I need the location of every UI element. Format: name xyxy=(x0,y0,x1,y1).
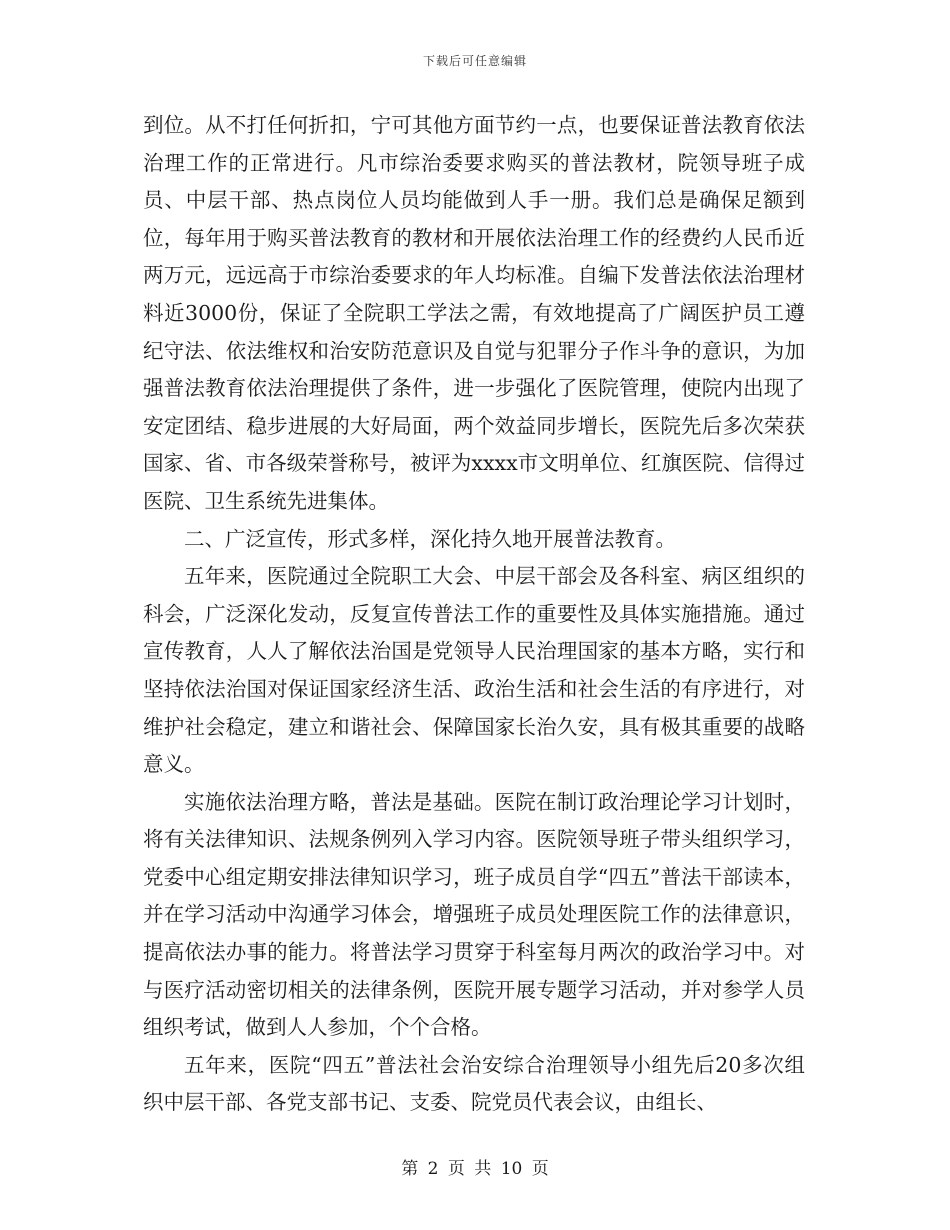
paragraph: 实施依法治理方略，普法是基础。医院在制订政治理论学习计划时，将有关法律知识、法规条例列入学习内容。医院领导班子带头组织学习，党委中心组定期安排法律知识学习，班子成员自学“四五”普法干部读本，并在学习活动中沟通学习体会，增强班子成员处理医院工作的法律意识，提高依法办事的能力。将普法学习贯穿于科室每月两次的政治学习中。对与医疗活动密切相关的法律条例，医院开展专题学习活动，并对参学人员组织考试，做到人人参加，个个合格。 xyxy=(143,789,805,1040)
page-number: 第 2 页 共 10 页 xyxy=(401,1159,549,1179)
paragraph: 五年来，医院“四五”普法社会治安综合治理领导小组先后20多次组织中层干部、各党支部书记、支委、院党员代表会议，由组长、 xyxy=(143,1052,805,1115)
section-heading: 二、广泛宣传，形式多样，深化持久地开展普法教育。 xyxy=(184,526,676,551)
page-header: 下载后可任意编辑 xyxy=(422,54,527,68)
paragraph-continuation: 到位。从不打任何折扣，宁可其他方面节约一点，也要保证普法教育依法治理工作的正常进行。凡市综治委要求购买的普法教材，院领导班子成员、中层干部、热点岗位人员均能做到人手一册。我们总是确保足额到位，每年用于购买普法教育的教材和开展依法治理工作的经费约人民币近两万元，远远高于市综治委要求的年人均标准。自编下发普法依法治理材料近3000份，保证了全院职工学法之需，有效地提高了广阔医护员工遵纪守法、依法维权和治安防范意识及自觉与犯罪分子作斗争的意识，为加强普法教育依法治理提供了条件，进一步强化了医院管理，使院内出现了安定团结、稳步进展的大好局面，两个效益同步增长，医院先后多次荣获国家、省、市各级荣誉称号，被评为xxxx市文明单位、红旗医院、信得过医院、卫生系统先进集体。 xyxy=(143,113,805,513)
document-body xyxy=(143,107,805,1122)
paragraph: 五年来，医院通过全院职工大会、中层干部会及各科室、病区组织的科会，广泛深化发动，反复宣传普法工作的重要性及具体实施措施。通过宣传教育，人人了解依法治国是党领导人民治理国家的基本方略，实行和坚持依法治国对保证国家经济生活、政治生活和社会生活的有序进行，对维护社会稳定，建立和谐社会、保障国家长治久安，具有极其重要的战略意义。 xyxy=(143,564,805,777)
